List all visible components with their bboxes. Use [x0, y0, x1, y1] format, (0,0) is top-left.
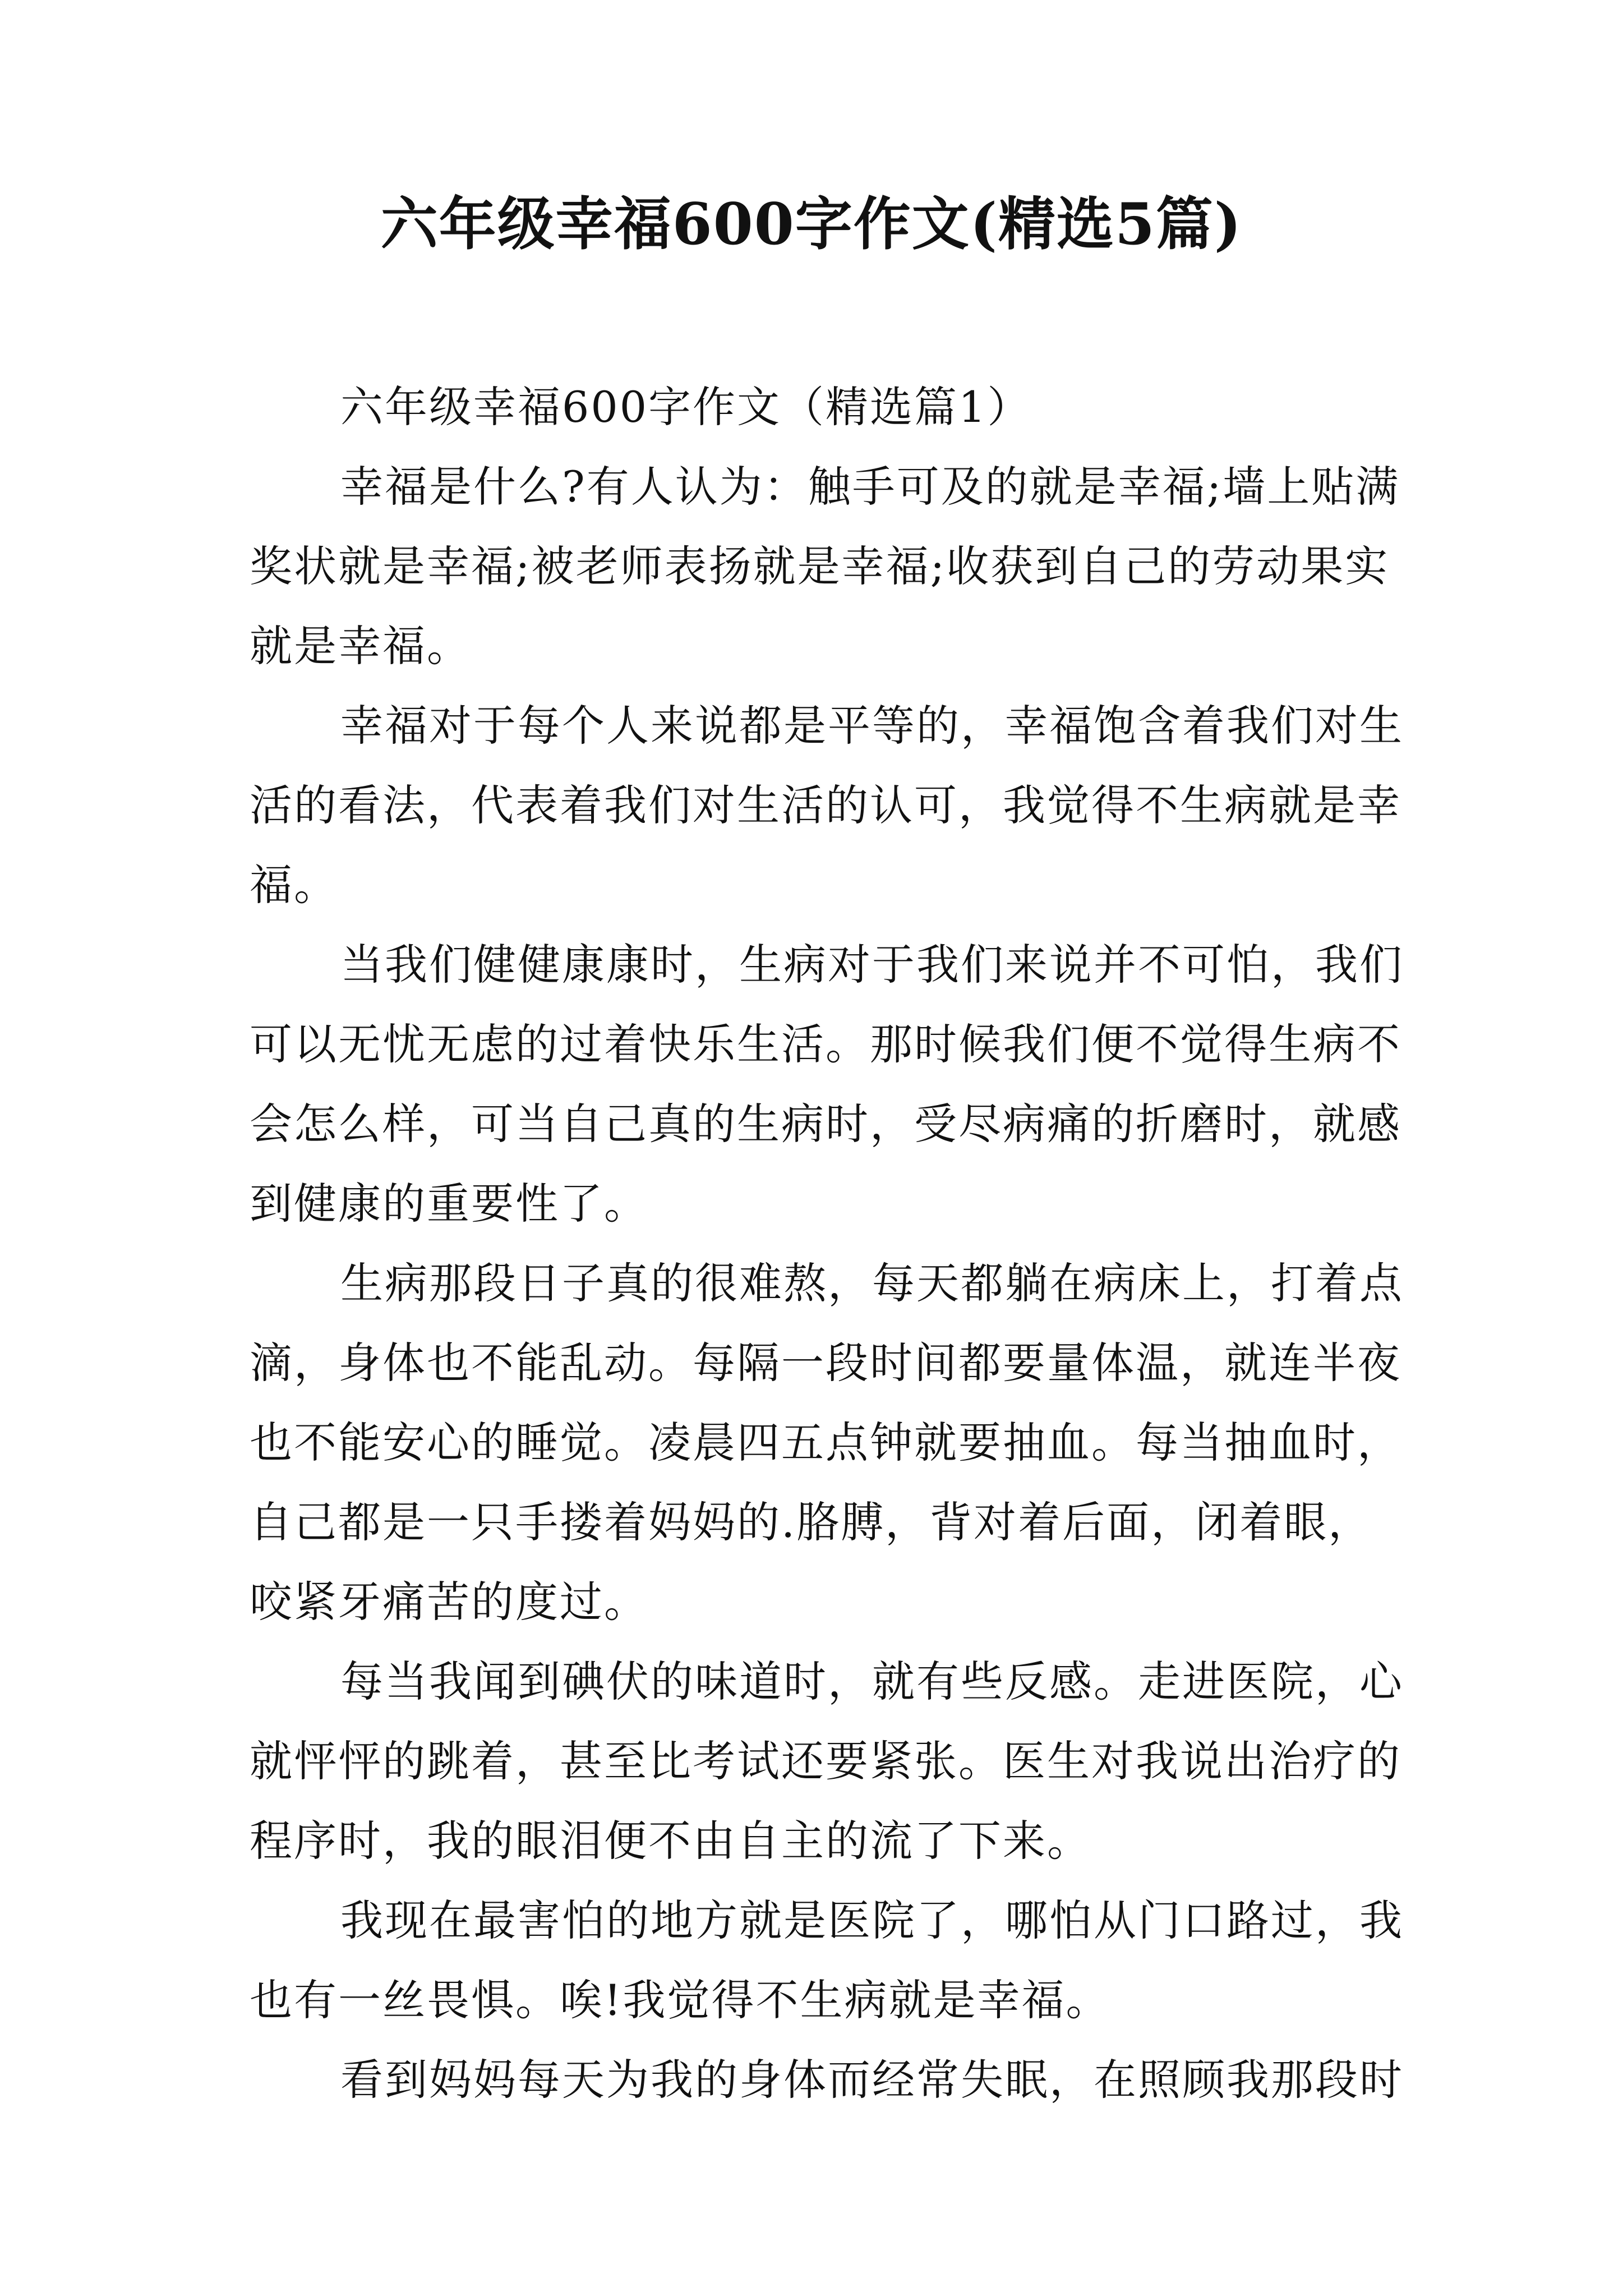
text-line: 看到妈妈每天为我的身体而经常失眠，在照顾我那段时 — [340, 2055, 1404, 2105]
text-line: 可以无忧无虑的过着快乐生活。那时候我们便不觉得生病不 — [250, 1019, 1401, 1069]
text-line: 自己都是一只手搂着妈妈的.胳膊，背对着后面，闭着眼， — [250, 1497, 1373, 1547]
text-line: 当我们健健康康时，生病对于我们来说并不可怕，我们 — [340, 940, 1404, 990]
text-line: 滴，身体也不能乱动。每隔一段时间都要量体温，就连半夜 — [250, 1338, 1401, 1388]
text-line: 会怎么样，可当自己真的生病时，受尽病痛的折磨时，就感 — [250, 1099, 1401, 1149]
document-body — [250, 367, 1404, 2120]
text-line: 也有一丝畏惧。唉!我觉得不生病就是幸福。 — [250, 1975, 1110, 2025]
text-line: 幸福是什么?有人认为：触手可及的就是幸福;墙上贴满 — [340, 462, 1400, 512]
text-line: 福。 — [250, 860, 338, 910]
text-line: 奖状就是幸福;被老师表扬就是幸福;收获到自己的劳动果实 — [250, 541, 1390, 591]
text-line: 生病那段日子真的很难熬，每天都躺在病床上，打着点 — [340, 1258, 1404, 1308]
text-line: 咬紧牙痛苦的度过。 — [250, 1577, 648, 1627]
text-line: 每当我闻到碘伏的味道时，就有些反感。走进医院，心 — [340, 1657, 1404, 1706]
text-line: 我现在最害怕的地方就是医院了，哪怕从门口路过，我 — [340, 1895, 1404, 1945]
section-heading: 六年级幸福600字作文（精选篇1） — [340, 382, 1032, 432]
text-line: 幸福对于每个人来说都是平等的，幸福饱含着我们对生 — [340, 701, 1404, 751]
text-line: 到健康的重要性了。 — [250, 1179, 648, 1228]
text-line: 也不能安心的睡觉。凌晨四五点钟就要抽血。每当抽血时， — [250, 1418, 1401, 1467]
text-line: 程序时，我的眼泪便不由自主的流了下来。 — [250, 1816, 1091, 1866]
text-line: 就怦怦的跳着，甚至比考试还要紧张。医生对我说出治疗的 — [250, 1736, 1401, 1786]
document-title: 六年级幸福600字作文(精选5篇) — [380, 191, 1243, 258]
text-line: 就是幸福。 — [250, 621, 471, 671]
text-line: 活的看法，代表着我们对生活的认可，我觉得不生病就是幸 — [250, 780, 1401, 830]
